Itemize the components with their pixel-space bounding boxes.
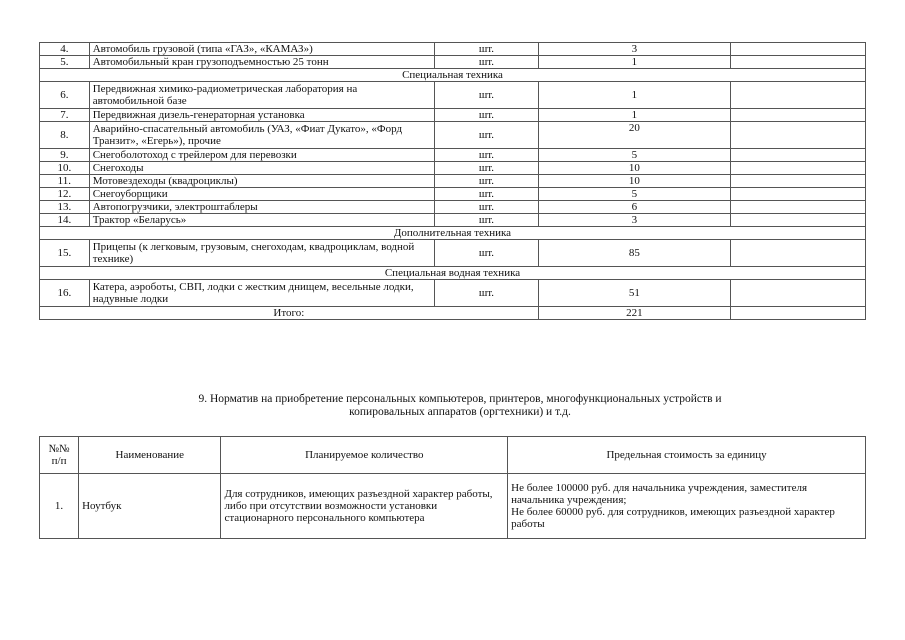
table-row bbox=[40, 162, 866, 175]
table-row bbox=[40, 280, 866, 307]
item-name: Автомобиль грузовой (типа «ГАЗ», «КАМАЗ») bbox=[89, 43, 434, 56]
empty-cell bbox=[731, 188, 866, 201]
item-unit: шт. bbox=[435, 201, 539, 214]
header-price: Предельная стоимость за единицу bbox=[508, 437, 866, 474]
item-quantity: 51 bbox=[538, 280, 731, 307]
row-number: 12. bbox=[40, 188, 90, 201]
item-quantity: 10 bbox=[538, 162, 731, 175]
item-quantity: 5 bbox=[538, 149, 731, 162]
item-quantity: 3 bbox=[538, 214, 731, 227]
item-quantity: 10 bbox=[538, 175, 731, 188]
empty-cell bbox=[731, 149, 866, 162]
section-heading: Дополнительная техника bbox=[40, 227, 866, 240]
row-number: 10. bbox=[40, 162, 90, 175]
item-unit: шт. bbox=[435, 175, 539, 188]
empty-cell bbox=[731, 56, 866, 69]
item-unit: шт. bbox=[435, 149, 539, 162]
row-number: 13. bbox=[40, 201, 90, 214]
row-number: 8. bbox=[40, 122, 90, 149]
empty-cell bbox=[731, 109, 866, 122]
table-row bbox=[40, 56, 866, 69]
table-row bbox=[40, 175, 866, 188]
section-row bbox=[40, 69, 866, 82]
header-number: №№ п/п bbox=[40, 437, 79, 474]
empty-cell bbox=[731, 240, 866, 267]
table-header-row bbox=[40, 437, 866, 474]
equipment-table bbox=[39, 436, 866, 539]
item-name: Прицепы (к легковым, грузовым, снегоходам, квадроциклам, водной технике) bbox=[89, 240, 434, 267]
empty-cell bbox=[731, 82, 866, 109]
item-quantity: 1 bbox=[538, 56, 731, 69]
row-number: 6. bbox=[40, 82, 90, 109]
row-number: 5. bbox=[40, 56, 90, 69]
table-row bbox=[40, 109, 866, 122]
row-number: 7. bbox=[40, 109, 90, 122]
item-quantity: 1 bbox=[538, 109, 731, 122]
item-quantity: 6 bbox=[538, 201, 731, 214]
item-name: Ноутбук bbox=[79, 474, 221, 539]
row-number: 11. bbox=[40, 175, 90, 188]
empty-cell bbox=[731, 175, 866, 188]
section-heading: Специальная водная техника bbox=[40, 267, 866, 280]
row-number: 15. bbox=[40, 240, 90, 267]
item-unit: шт. bbox=[435, 56, 539, 69]
row-number: 14. bbox=[40, 214, 90, 227]
header-planned: Планируемое количество bbox=[221, 437, 508, 474]
total-value: 221 bbox=[538, 307, 731, 320]
empty-cell bbox=[731, 162, 866, 175]
item-unit: шт. bbox=[435, 188, 539, 201]
empty-cell bbox=[731, 43, 866, 56]
table-row bbox=[40, 214, 866, 227]
section-row bbox=[40, 267, 866, 280]
item-unit: шт. bbox=[435, 109, 539, 122]
item-name: Автопогрузчики, электроштаблеры bbox=[89, 201, 434, 214]
row-number: 16. bbox=[40, 280, 90, 307]
item-name: Аварийно-спасательный автомобиль (УАЗ, «Фиат Дукато», «Форд Транзит», «Егерь»), прочие bbox=[89, 122, 434, 149]
table-row bbox=[40, 474, 866, 539]
item-quantity: 20 bbox=[538, 122, 731, 149]
item-unit: шт. bbox=[435, 280, 539, 307]
section-row bbox=[40, 227, 866, 240]
item-name: Трактор «Беларусь» bbox=[89, 214, 434, 227]
price-limit bbox=[508, 474, 866, 539]
item-name: Передвижная дизель-генераторная установка bbox=[89, 109, 434, 122]
vehicles-table bbox=[39, 42, 866, 320]
item-name: Мотовездеходы (квадроциклы) bbox=[89, 175, 434, 188]
item-quantity: 3 bbox=[538, 43, 731, 56]
section-title: 9. Норматив на приобретение персональных компьютеров, принтеров, многофункциональных устройств и копировальных аппаратов (оргтехники) и т.д. bbox=[198, 393, 722, 418]
item-quantity: 85 bbox=[538, 240, 731, 267]
row-number: 4. bbox=[40, 43, 90, 56]
item-name: Автомобильный кран грузоподъемностью 25 тонн bbox=[89, 56, 434, 69]
empty-cell bbox=[731, 214, 866, 227]
item-unit: шт. bbox=[435, 43, 539, 56]
empty-cell bbox=[731, 307, 866, 320]
total-row bbox=[40, 307, 866, 320]
row-number: 9. bbox=[40, 149, 90, 162]
item-unit: шт. bbox=[435, 122, 539, 149]
item-name: Снегоболотоход с трейлером для перевозки bbox=[89, 149, 434, 162]
section-heading: Специальная техника bbox=[40, 69, 866, 82]
table-row bbox=[40, 149, 866, 162]
item-unit: шт. bbox=[435, 82, 539, 109]
row-number: 1. bbox=[40, 474, 79, 539]
item-quantity: 5 bbox=[538, 188, 731, 201]
table-row bbox=[40, 188, 866, 201]
item-unit: шт. bbox=[435, 240, 539, 267]
header-name: Наименование bbox=[79, 437, 221, 474]
item-name: Передвижная химико-радиометрическая лаборатория на автомобильной базе bbox=[89, 82, 434, 109]
item-unit: шт. bbox=[435, 162, 539, 175]
table-row bbox=[40, 201, 866, 214]
item-name: Снегоходы bbox=[89, 162, 434, 175]
empty-cell bbox=[731, 122, 866, 149]
empty-cell bbox=[731, 280, 866, 307]
item-unit: шт. bbox=[435, 214, 539, 227]
price-limit-line: Не более 60000 руб. для сотрудников, имеющих разъездной характер работы bbox=[511, 506, 835, 530]
price-limit-line: Не более 100000 руб. для начальника учреждения, заместителя начальника учреждения; bbox=[511, 482, 808, 506]
table-row bbox=[40, 43, 866, 56]
total-label: Итого: bbox=[40, 307, 539, 320]
planned-quantity: Для сотрудников, имеющих разъездной характер работы, либо при отсутствии возможности установки стационарного персонального компьютера bbox=[221, 474, 508, 539]
table-row bbox=[40, 122, 866, 149]
item-name: Снегоуборщики bbox=[89, 188, 434, 201]
item-name: Катера, аэроботы, СВП, лодки с жестким днищем, весельные лодки, надувные лодки bbox=[89, 280, 434, 307]
table-row bbox=[40, 240, 866, 267]
table-row bbox=[40, 82, 866, 109]
empty-cell bbox=[731, 201, 866, 214]
item-quantity: 1 bbox=[538, 82, 731, 109]
